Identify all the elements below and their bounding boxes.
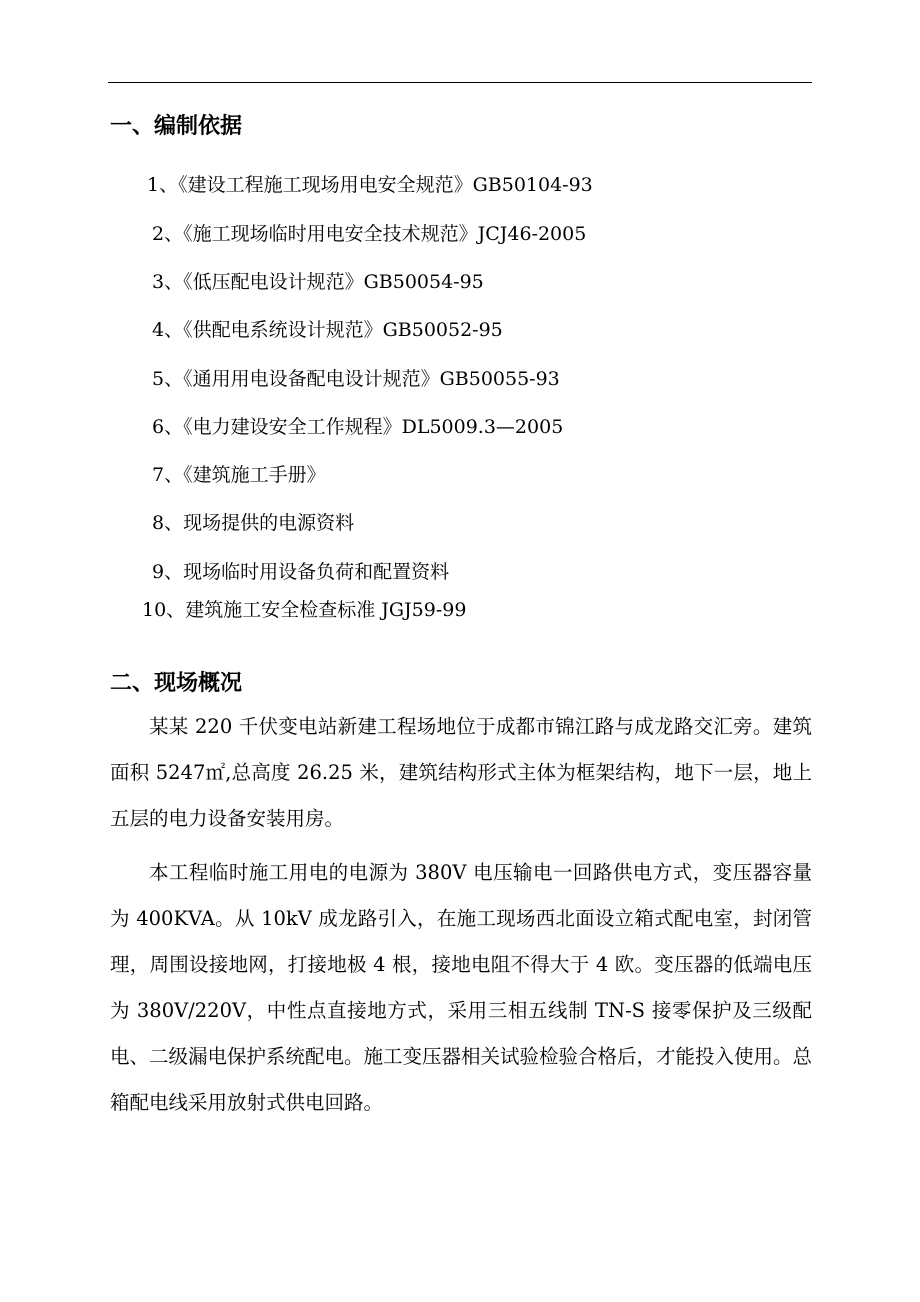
reference-item xyxy=(152,221,586,247)
reference-text: 建筑施工安全检查标准 JGJ59-99 xyxy=(185,599,467,621)
reference-number: 7、 xyxy=(152,464,184,486)
reference-item xyxy=(152,462,326,488)
reference-text: 《电力建设安全工作规程》DL5009.3—2005 xyxy=(183,416,564,438)
reference-number: 9、 xyxy=(152,561,184,583)
reference-text: 《建筑施工手册》 xyxy=(183,464,326,486)
reference-number: 10、 xyxy=(142,599,186,621)
reference-number: 4、 xyxy=(152,319,184,341)
header-rule xyxy=(108,82,812,83)
reference-item xyxy=(152,366,560,392)
reference-number: 5、 xyxy=(152,368,184,390)
reference-text: 现场提供的电源资料 xyxy=(183,512,355,534)
reference-number: 2、 xyxy=(152,223,184,245)
reference-number: 8、 xyxy=(152,512,184,534)
reference-text: 《施工现场临时用电安全技术规范》JCJ46-2005 xyxy=(183,223,587,245)
reference-number: 1、 xyxy=(147,174,179,196)
reference-text: 《建设工程施工现场用电安全规范》GB50104-93 xyxy=(178,174,593,196)
reference-number: 3、 xyxy=(152,271,184,293)
reference-item xyxy=(152,559,449,585)
reference-item xyxy=(152,510,354,536)
reference-item xyxy=(147,172,593,198)
reference-item xyxy=(152,414,563,440)
section-heading-overview: 二、现场概况 xyxy=(110,671,243,696)
overview-paragraph-site: 某某 220 千伏变电站新建工程场地位于成都市锦江路与成龙路交汇旁。建筑面积 5247㎡,总高度 26.25 米，建筑结构形式主体为框架结构，地下一层，地上五层的电力设备安装用房。 xyxy=(110,715,812,830)
reference-item xyxy=(152,269,484,295)
reference-text: 《低压配电设计规范》GB50054-95 xyxy=(183,271,484,293)
section-heading-basis: 一、编制依据 xyxy=(110,114,243,139)
reference-number: 6、 xyxy=(152,416,184,438)
overview-paragraph-power: 本工程临时施工用电的电源为 380V 电压输电一回路供电方式，变压器容量为 400KVA。从 10kV 成龙路引入，在施工现场西北面设立箱式配电室，封闭管理，周围设接地网，打接地极 4 根，接地电阻不得大于 4 欧。变压器的低端电压为 380V/220V，中性点直接地方式，采用三相五线制 TN-S 接零保护及三级配电、二级漏电保护系统配电。施工变压器相关试验检验合格后，才能投入使用。总箱配电线采用放射式供电回路。 xyxy=(110,861,813,1114)
reference-text: 《通用用电设备配电设计规范》GB50055-93 xyxy=(183,368,560,390)
reference-item xyxy=(142,597,466,623)
reference-text: 《供配电系统设计规范》GB50052-95 xyxy=(183,319,503,341)
reference-item xyxy=(152,317,503,343)
reference-text: 现场临时用设备负荷和配置资料 xyxy=(183,561,450,583)
